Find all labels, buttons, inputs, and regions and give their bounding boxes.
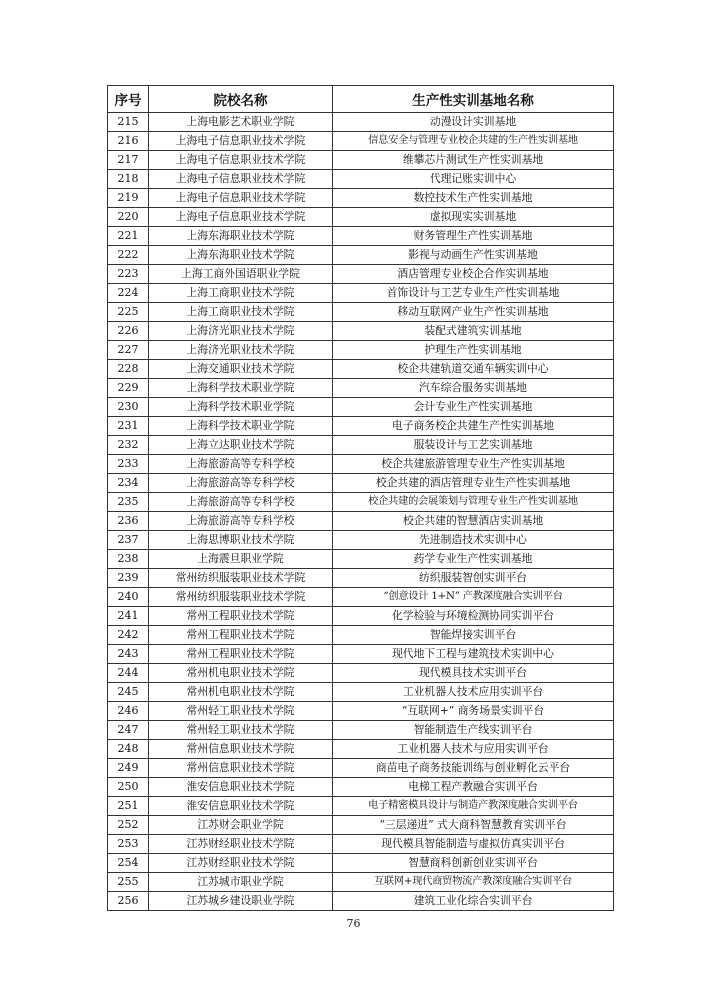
row-number-cell: 245 <box>108 683 149 702</box>
training-base-name-cell: 建筑工业化综合实训平台 <box>333 892 614 911</box>
training-base-name-cell: 移动互联网产业生产性实训基地 <box>333 303 614 322</box>
school-name-cell: 上海电子信息职业技术学院 <box>149 132 333 151</box>
school-name-cell: 上海科学技术职业学院 <box>149 398 333 417</box>
table-row <box>108 816 614 835</box>
school-name-cell: 上海旅游高等专科学校 <box>149 512 333 531</box>
school-name-cell: 上海交通职业技术学院 <box>149 360 333 379</box>
training-base-name-cell: 服装设计与工艺实训基地 <box>333 436 614 455</box>
school-name-cell: 常州信息职业技术学院 <box>149 759 333 778</box>
training-base-name-cell: 首饰设计与工艺专业生产性实训基地 <box>333 284 614 303</box>
table-row <box>108 398 614 417</box>
training-base-name-cell: 校企共建的酒店管理专业生产性实训基地 <box>333 474 614 493</box>
training-base-name-cell: 电子商务校企共建生产性实训基地 <box>333 417 614 436</box>
school-name-cell: 常州信息职业技术学院 <box>149 740 333 759</box>
row-number-cell: 230 <box>108 398 149 417</box>
header-school-name: 院校名称 <box>149 86 333 113</box>
training-base-name-cell: 工业机器人技术与应用实训平台 <box>333 740 614 759</box>
training-base-name-cell: 智能制造生产线实训平台 <box>333 721 614 740</box>
row-number-cell: 220 <box>108 208 149 227</box>
row-number-cell: 243 <box>108 645 149 664</box>
table-row <box>108 645 614 664</box>
training-base-name-cell: 现代地下工程与建筑技术实训中心 <box>333 645 614 664</box>
table-row <box>108 284 614 303</box>
row-number-cell: 224 <box>108 284 149 303</box>
school-name-cell: 常州机电职业技术学院 <box>149 664 333 683</box>
training-base-name-cell: 智慧商科创新创业实训平台 <box>333 854 614 873</box>
school-name-cell: 上海震旦职业学院 <box>149 550 333 569</box>
school-name-cell: 上海东海职业技术学院 <box>149 227 333 246</box>
school-name-cell: 江苏城乡建设职业学院 <box>149 892 333 911</box>
school-name-cell: 常州工程职业技术学院 <box>149 626 333 645</box>
row-number-cell: 228 <box>108 360 149 379</box>
school-name-cell: 常州纺织服装职业技术学院 <box>149 569 333 588</box>
training-base-name-cell: 校企共建旅游管理专业生产性实训基地 <box>333 455 614 474</box>
table-row <box>108 740 614 759</box>
training-base-name-cell: 动漫设计实训基地 <box>333 113 614 132</box>
row-number-cell: 235 <box>108 493 149 512</box>
training-base-name-cell: 代理记账实训中心 <box>333 170 614 189</box>
table-row <box>108 132 614 151</box>
school-name-cell: 上海立达职业技术学院 <box>149 436 333 455</box>
table-row <box>108 512 614 531</box>
row-number-cell: 241 <box>108 607 149 626</box>
row-number-cell: 247 <box>108 721 149 740</box>
training-base-name-cell: 校企共建的会展策划与管理专业生产性实训基地 <box>333 493 614 512</box>
table-row <box>108 797 614 816</box>
school-name-cell: 江苏财会职业学院 <box>149 816 333 835</box>
table-row <box>108 873 614 892</box>
row-number-cell: 234 <box>108 474 149 493</box>
row-number-cell: 219 <box>108 189 149 208</box>
row-number-cell: 256 <box>108 892 149 911</box>
row-number-cell: 253 <box>108 835 149 854</box>
row-number-cell: 244 <box>108 664 149 683</box>
school-name-cell: 常州机电职业技术学院 <box>149 683 333 702</box>
table-body <box>108 113 614 911</box>
row-number-cell: 254 <box>108 854 149 873</box>
row-number-cell: 221 <box>108 227 149 246</box>
school-name-cell: 上海电子信息职业技术学院 <box>149 208 333 227</box>
row-number-cell: 236 <box>108 512 149 531</box>
table-row <box>108 379 614 398</box>
school-name-cell: 上海电子信息职业技术学院 <box>149 151 333 170</box>
table-row <box>108 303 614 322</box>
table-row <box>108 265 614 284</box>
school-name-cell: 江苏财经职业技术学院 <box>149 854 333 873</box>
training-base-name-cell: 会计专业生产性实训基地 <box>333 398 614 417</box>
row-number-cell: 249 <box>108 759 149 778</box>
training-base-name-cell: 智能焊接实训平台 <box>333 626 614 645</box>
row-number-cell: 223 <box>108 265 149 284</box>
table-row <box>108 721 614 740</box>
row-number-cell: 252 <box>108 816 149 835</box>
table-row <box>108 170 614 189</box>
row-number-cell: 246 <box>108 702 149 721</box>
school-name-cell: 上海思博职业技术学院 <box>149 531 333 550</box>
training-base-name-cell: 电子精密模具设计与制造产教深度融合实训平台 <box>333 797 614 816</box>
table-row <box>108 778 614 797</box>
row-number-cell: 251 <box>108 797 149 816</box>
training-base-name-cell: 现代模具技术实训平台 <box>333 664 614 683</box>
school-name-cell: 上海工商职业技术学院 <box>149 284 333 303</box>
table-row <box>108 189 614 208</box>
table-row <box>108 683 614 702</box>
row-number-cell: 250 <box>108 778 149 797</box>
row-number-cell: 239 <box>108 569 149 588</box>
row-number-cell: 225 <box>108 303 149 322</box>
table-row <box>108 493 614 512</box>
row-number-cell: 215 <box>108 113 149 132</box>
training-base-name-cell: 校企共建的智慧酒店实训基地 <box>333 512 614 531</box>
school-name-cell: 上海电子信息职业技术学院 <box>149 170 333 189</box>
table-row <box>108 474 614 493</box>
training-base-name-cell: 酒店管理专业校企合作实训基地 <box>333 265 614 284</box>
table-row <box>108 360 614 379</box>
table-row <box>108 227 614 246</box>
row-number-cell: 255 <box>108 873 149 892</box>
row-number-cell: 237 <box>108 531 149 550</box>
row-number-cell: 229 <box>108 379 149 398</box>
table-row <box>108 436 614 455</box>
table-row <box>108 626 614 645</box>
school-name-cell: 常州工程职业技术学院 <box>149 607 333 626</box>
row-number-cell: 216 <box>108 132 149 151</box>
school-name-cell: 上海电影艺术职业学院 <box>149 113 333 132</box>
school-name-cell: 江苏城市职业学院 <box>149 873 333 892</box>
training-base-name-cell: 维攀芯片测试生产性实训基地 <box>333 151 614 170</box>
table-header-row <box>108 86 614 113</box>
table-row <box>108 151 614 170</box>
row-number-cell: 217 <box>108 151 149 170</box>
table-row <box>108 759 614 778</box>
table-row <box>108 607 614 626</box>
training-base-name-cell: 虚拟现实实训基地 <box>333 208 614 227</box>
school-name-cell: 上海工商外国语职业学院 <box>149 265 333 284</box>
training-base-name-cell: 汽车综合服务实训基地 <box>333 379 614 398</box>
table-row <box>108 892 614 911</box>
row-number-cell: 233 <box>108 455 149 474</box>
training-base-name-cell: 影视与动画生产性实训基地 <box>333 246 614 265</box>
school-name-cell: 上海工商职业技术学院 <box>149 303 333 322</box>
school-name-cell: 上海旅游高等专科学校 <box>149 474 333 493</box>
school-name-cell: 常州纺织服装职业技术学院 <box>149 588 333 607</box>
training-base-name-cell: 药学专业生产性实训基地 <box>333 550 614 569</box>
training-base-name-cell: 现代模具智能制造与虚拟仿真实训平台 <box>333 835 614 854</box>
table-row <box>108 341 614 360</box>
row-number-cell: 227 <box>108 341 149 360</box>
header-base-name: 生产性实训基地名称 <box>333 86 614 113</box>
page-number: 76 <box>346 917 361 930</box>
training-base-name-cell: 财务管理生产性实训基地 <box>333 227 614 246</box>
table-row <box>108 588 614 607</box>
training-base-name-cell: 商苗电子商务技能训练与创业孵化云平台 <box>333 759 614 778</box>
school-name-cell: 淮安信息职业技术学院 <box>149 797 333 816</box>
training-base-name-cell: “创意设计 1+N” 产教深度融合实训平台 <box>333 588 614 607</box>
table-row <box>108 417 614 436</box>
table-row <box>108 455 614 474</box>
school-name-cell: 常州工程职业技术学院 <box>149 645 333 664</box>
training-base-name-cell: 装配式建筑实训基地 <box>333 322 614 341</box>
school-name-cell: 上海东海职业技术学院 <box>149 246 333 265</box>
training-base-name-cell: 护理生产性实训基地 <box>333 341 614 360</box>
row-number-cell: 222 <box>108 246 149 265</box>
training-base-name-cell: 化学检验与环境检测协同实训平台 <box>333 607 614 626</box>
school-name-cell: 上海旅游高等专科学校 <box>149 493 333 512</box>
training-base-name-cell: 工业机器人技术应用实训平台 <box>333 683 614 702</box>
training-base-name-cell: 信息安全与管理专业校企共建的生产性实训基地 <box>333 132 614 151</box>
school-name-cell: 淮安信息职业技术学院 <box>149 778 333 797</box>
training-base-name-cell: “互联网+” 商务场景实训平台 <box>333 702 614 721</box>
table-row <box>108 702 614 721</box>
school-name-cell: 上海科学技术职业学院 <box>149 379 333 398</box>
training-base-name-cell: “三层递进” 式大商科智慧教育实训平台 <box>333 816 614 835</box>
training-base-name-cell: 纺织服装智创实训平台 <box>333 569 614 588</box>
table-row <box>108 550 614 569</box>
table-row <box>108 569 614 588</box>
school-name-cell: 常州轻工职业技术学院 <box>149 702 333 721</box>
row-number-cell: 242 <box>108 626 149 645</box>
row-number-cell: 231 <box>108 417 149 436</box>
table-row <box>108 854 614 873</box>
school-name-cell: 上海济光职业技术学院 <box>149 322 333 341</box>
table-row <box>108 835 614 854</box>
training-base-name-cell: 先进制造技术实训中心 <box>333 531 614 550</box>
training-base-name-cell: 数控技术生产性实训基地 <box>333 189 614 208</box>
school-name-cell: 上海科学技术职业学院 <box>149 417 333 436</box>
table-row <box>108 113 614 132</box>
table-row <box>108 208 614 227</box>
row-number-cell: 240 <box>108 588 149 607</box>
row-number-cell: 248 <box>108 740 149 759</box>
school-name-cell: 上海电子信息职业技术学院 <box>149 189 333 208</box>
row-number-cell: 226 <box>108 322 149 341</box>
training-base-name-cell: 互联网+现代商贸物流产教深度融合实训平台 <box>333 873 614 892</box>
training-base-name-cell: 电梯工程产教融合实训平台 <box>333 778 614 797</box>
school-name-cell: 上海济光职业技术学院 <box>149 341 333 360</box>
row-number-cell: 238 <box>108 550 149 569</box>
table-row <box>108 322 614 341</box>
school-name-cell: 上海旅游高等专科学校 <box>149 455 333 474</box>
row-number-cell: 232 <box>108 436 149 455</box>
training-base-name-cell: 校企共建轨道交通车辆实训中心 <box>333 360 614 379</box>
school-name-cell: 常州轻工职业技术学院 <box>149 721 333 740</box>
training-base-table <box>107 85 614 911</box>
table-row <box>108 531 614 550</box>
header-number: 序号 <box>108 86 149 113</box>
table-row <box>108 246 614 265</box>
row-number-cell: 218 <box>108 170 149 189</box>
table-row <box>108 664 614 683</box>
school-name-cell: 江苏财经职业技术学院 <box>149 835 333 854</box>
